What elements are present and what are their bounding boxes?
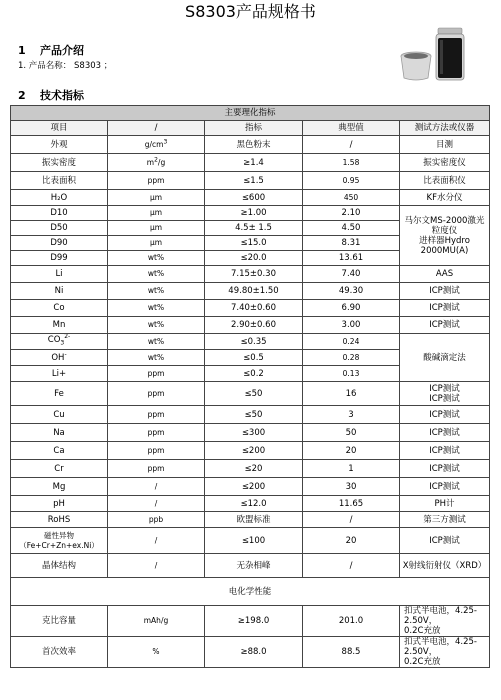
table-row xyxy=(11,317,490,334)
row-item: $CO_3^{2-}$ xyxy=(11,334,108,350)
table-row xyxy=(11,442,490,460)
document-title: S8303产品规格书 xyxy=(185,2,316,21)
row-unit: wt% xyxy=(108,283,205,300)
row-item: Ca xyxy=(11,442,108,460)
row-spec: 黑色粉末 xyxy=(205,136,303,154)
row-item: Fe xyxy=(11,382,108,406)
row-item: 晶体结构 xyxy=(11,554,108,578)
row-spec: ≤20 xyxy=(205,460,303,478)
table-row xyxy=(11,606,490,637)
table-row xyxy=(11,190,490,206)
row-method: AAS xyxy=(400,266,490,283)
row-item: H₂O xyxy=(11,190,108,206)
row-typical: 1.58 xyxy=(303,154,400,172)
product-sample-jars-image xyxy=(398,24,478,84)
row-unit: ppm xyxy=(108,442,205,460)
row-spec: 欧盟标准 xyxy=(205,512,303,528)
row-spec: ≤50 xyxy=(205,382,303,406)
section-1-number: 1 xyxy=(18,44,26,57)
row-spec: 49.80±1.50 xyxy=(205,283,303,300)
row-spec: 7.15±0.30 xyxy=(205,266,303,283)
row-typical: 450 xyxy=(303,190,400,206)
column-header-row xyxy=(11,121,490,136)
product-name-line: 1. 产品名称： S8303 ； xyxy=(18,61,113,71)
table-row xyxy=(11,334,490,350)
row-method: ICP测试 xyxy=(400,424,490,442)
row-unit: wt% xyxy=(108,317,205,334)
col-method: 测试方法或仪器 xyxy=(400,121,490,136)
row-item: Ni xyxy=(11,283,108,300)
row-method: ICP测试 xyxy=(400,460,490,478)
row-method: ICP测试 xyxy=(400,283,490,300)
row-typical: / xyxy=(303,512,400,528)
table-row xyxy=(11,266,490,283)
row-unit: ppm xyxy=(108,366,205,382)
row-unit: wt% xyxy=(108,350,205,366)
psd-method: 马尔文MS-2000激光粒度仪 进样器Hydro 2000MU(A) xyxy=(400,206,490,266)
row-spec: ≤100 xyxy=(205,528,303,554)
table-row xyxy=(11,554,490,578)
row-unit: $g/cm^3$ xyxy=(108,136,205,154)
row-unit: ppb xyxy=(108,512,205,528)
row-unit: wt% xyxy=(108,300,205,317)
table-row xyxy=(11,283,490,300)
row-typical: 4.50 xyxy=(303,221,400,236)
table-row xyxy=(11,512,490,528)
row-method: 扣式半电池，4.25-2.50V， 0.2C充放 xyxy=(400,606,490,637)
electro-header: 电化学性能 xyxy=(11,578,490,606)
section-2-number: 2 xyxy=(18,89,26,102)
row-unit: / xyxy=(108,528,205,554)
row-unit: / xyxy=(108,554,205,578)
row-spec: ≤12.0 xyxy=(205,496,303,512)
row-typical: 11.65 xyxy=(303,496,400,512)
table-row xyxy=(11,172,490,190)
row-typical: 3 xyxy=(303,406,400,424)
main-header-row xyxy=(11,106,490,121)
row-typical: 7.40 xyxy=(303,266,400,283)
table-row xyxy=(11,136,490,154)
row-item: Li+ xyxy=(11,366,108,382)
row-typical: 20 xyxy=(303,442,400,460)
row-spec: ≤1.5 xyxy=(205,172,303,190)
row-item: Mn xyxy=(11,317,108,334)
row-spec: ≥198.0 xyxy=(205,606,303,637)
row-spec: ≤200 xyxy=(205,442,303,460)
row-unit: wt% xyxy=(108,251,205,266)
row-method: ICP测试 xyxy=(400,317,490,334)
table-row xyxy=(11,637,490,668)
row-item: D99 xyxy=(11,251,108,266)
row-item: Cr xyxy=(11,460,108,478)
row-typical: 3.00 xyxy=(303,317,400,334)
row-method: 扣式半电池，4.25-2.50V， 0.2C充放 xyxy=(400,637,490,668)
row-method: 目测 xyxy=(400,136,490,154)
row-unit: / xyxy=(108,478,205,496)
row-method: PH计 xyxy=(400,496,490,512)
row-method: 比表面积仪 xyxy=(400,172,490,190)
row-method: ICP测试 xyxy=(400,478,490,496)
row-item: Co xyxy=(11,300,108,317)
row-typical: 88.5 xyxy=(303,637,400,668)
row-item: D10 xyxy=(11,206,108,221)
row-unit: ppm xyxy=(108,460,205,478)
col-item: 项目 xyxy=(11,121,108,136)
row-spec: ≤200 xyxy=(205,478,303,496)
row-typical: 16 xyxy=(303,382,400,406)
row-item: 振实密度 xyxy=(11,154,108,172)
col-unit: / xyxy=(108,121,205,136)
row-item: 比表面积 xyxy=(11,172,108,190)
row-unit: μm xyxy=(108,221,205,236)
section-2-title: 技术指标 xyxy=(40,89,84,102)
row-unit: wt% xyxy=(108,334,205,350)
row-spec: ≤15.0 xyxy=(205,236,303,251)
table-row xyxy=(11,460,490,478)
row-unit: ppm xyxy=(108,406,205,424)
row-method: ICP测试 xyxy=(400,528,490,554)
row-spec: 无杂相峰 xyxy=(205,554,303,578)
table-row xyxy=(11,300,490,317)
row-method: ICP测试 xyxy=(400,442,490,460)
row-item: D50 xyxy=(11,221,108,236)
row-spec: 4.5± 1.5 xyxy=(205,221,303,236)
row-typical: 2.10 xyxy=(303,206,400,221)
row-unit: μm xyxy=(108,206,205,221)
row-method: ICP测试 xyxy=(400,300,490,317)
table-row xyxy=(11,206,490,221)
col-typical: 典型值 xyxy=(303,121,400,136)
row-method: ICP测试 xyxy=(400,406,490,424)
row-spec: ≤0.2 xyxy=(205,366,303,382)
row-unit: $m^2/g$ xyxy=(108,154,205,172)
row-item: OH- xyxy=(11,350,108,366)
row-typical: / xyxy=(303,136,400,154)
row-item: Mg xyxy=(11,478,108,496)
row-item: 首次效率 xyxy=(11,637,108,668)
row-typical: 13.61 xyxy=(303,251,400,266)
section-1-title: 产品介绍 xyxy=(40,44,84,57)
row-spec: ≤0.5 xyxy=(205,350,303,366)
row-unit: ppm xyxy=(108,172,205,190)
row-method: 振实密度仪 xyxy=(400,154,490,172)
table-row xyxy=(11,382,490,406)
row-item: 克比容量 xyxy=(11,606,108,637)
row-spec: ≤20.0 xyxy=(205,251,303,266)
row-item: Cu xyxy=(11,406,108,424)
table-row xyxy=(11,496,490,512)
row-spec: 2.90±0.60 xyxy=(205,317,303,334)
row-spec: ≤300 xyxy=(205,424,303,442)
row-spec: ≥1.4 xyxy=(205,154,303,172)
row-method: 第三方测试 xyxy=(400,512,490,528)
spec-table xyxy=(10,105,490,668)
row-typical: 0.95 xyxy=(303,172,400,190)
electro-header-row xyxy=(11,578,490,606)
row-spec: ≥88.0 xyxy=(205,637,303,668)
table-row xyxy=(11,424,490,442)
row-unit: % xyxy=(108,637,205,668)
row-unit: mAh/g xyxy=(108,606,205,637)
row-unit: ppm xyxy=(108,424,205,442)
main-header: 主要理化指标 xyxy=(11,106,490,121)
row-typical: 201.0 xyxy=(303,606,400,637)
row-unit: wt% xyxy=(108,266,205,283)
acid-base-method: 酸碱滴定法 xyxy=(400,334,490,382)
row-typical: 30 xyxy=(303,478,400,496)
row-typical: 6.90 xyxy=(303,300,400,317)
row-unit: / xyxy=(108,496,205,512)
row-unit: ppm xyxy=(108,382,205,406)
row-method: KF水分仪 xyxy=(400,190,490,206)
row-spec: 7.40±0.60 xyxy=(205,300,303,317)
row-spec: ≤0.35 xyxy=(205,334,303,350)
col-spec: 指标 xyxy=(205,121,303,136)
row-typical: 0.24 xyxy=(303,334,400,350)
row-typical: 1 xyxy=(303,460,400,478)
row-spec: ≤600 xyxy=(205,190,303,206)
row-item: Li xyxy=(11,266,108,283)
section-1-heading xyxy=(18,42,84,58)
row-typical: / xyxy=(303,554,400,578)
row-spec: ≥1.00 xyxy=(205,206,303,221)
row-typical: 0.13 xyxy=(303,366,400,382)
row-unit: μm xyxy=(108,190,205,206)
row-spec: ≤50 xyxy=(205,406,303,424)
row-typical: 20 xyxy=(303,528,400,554)
row-method: X射线衍射仪（XRD） xyxy=(400,554,490,578)
table-row xyxy=(11,406,490,424)
section-2-heading xyxy=(18,87,84,103)
row-unit: μm xyxy=(108,236,205,251)
row-item: RoHS xyxy=(11,512,108,528)
row-item: pH xyxy=(11,496,108,512)
row-typical: 0.28 xyxy=(303,350,400,366)
row-typical: 8.31 xyxy=(303,236,400,251)
row-item: D90 xyxy=(11,236,108,251)
row-item: 外观 xyxy=(11,136,108,154)
table-row xyxy=(11,528,490,554)
table-row xyxy=(11,154,490,172)
table-row xyxy=(11,478,490,496)
row-method: ICP测试 ICP测试 xyxy=(400,382,490,406)
row-item: Na xyxy=(11,424,108,442)
row-typical: 50 xyxy=(303,424,400,442)
row-item: 磁性异物 （Fe+Cr+Zn+ex.Ni） xyxy=(11,528,108,554)
row-typical: 49.30 xyxy=(303,283,400,300)
